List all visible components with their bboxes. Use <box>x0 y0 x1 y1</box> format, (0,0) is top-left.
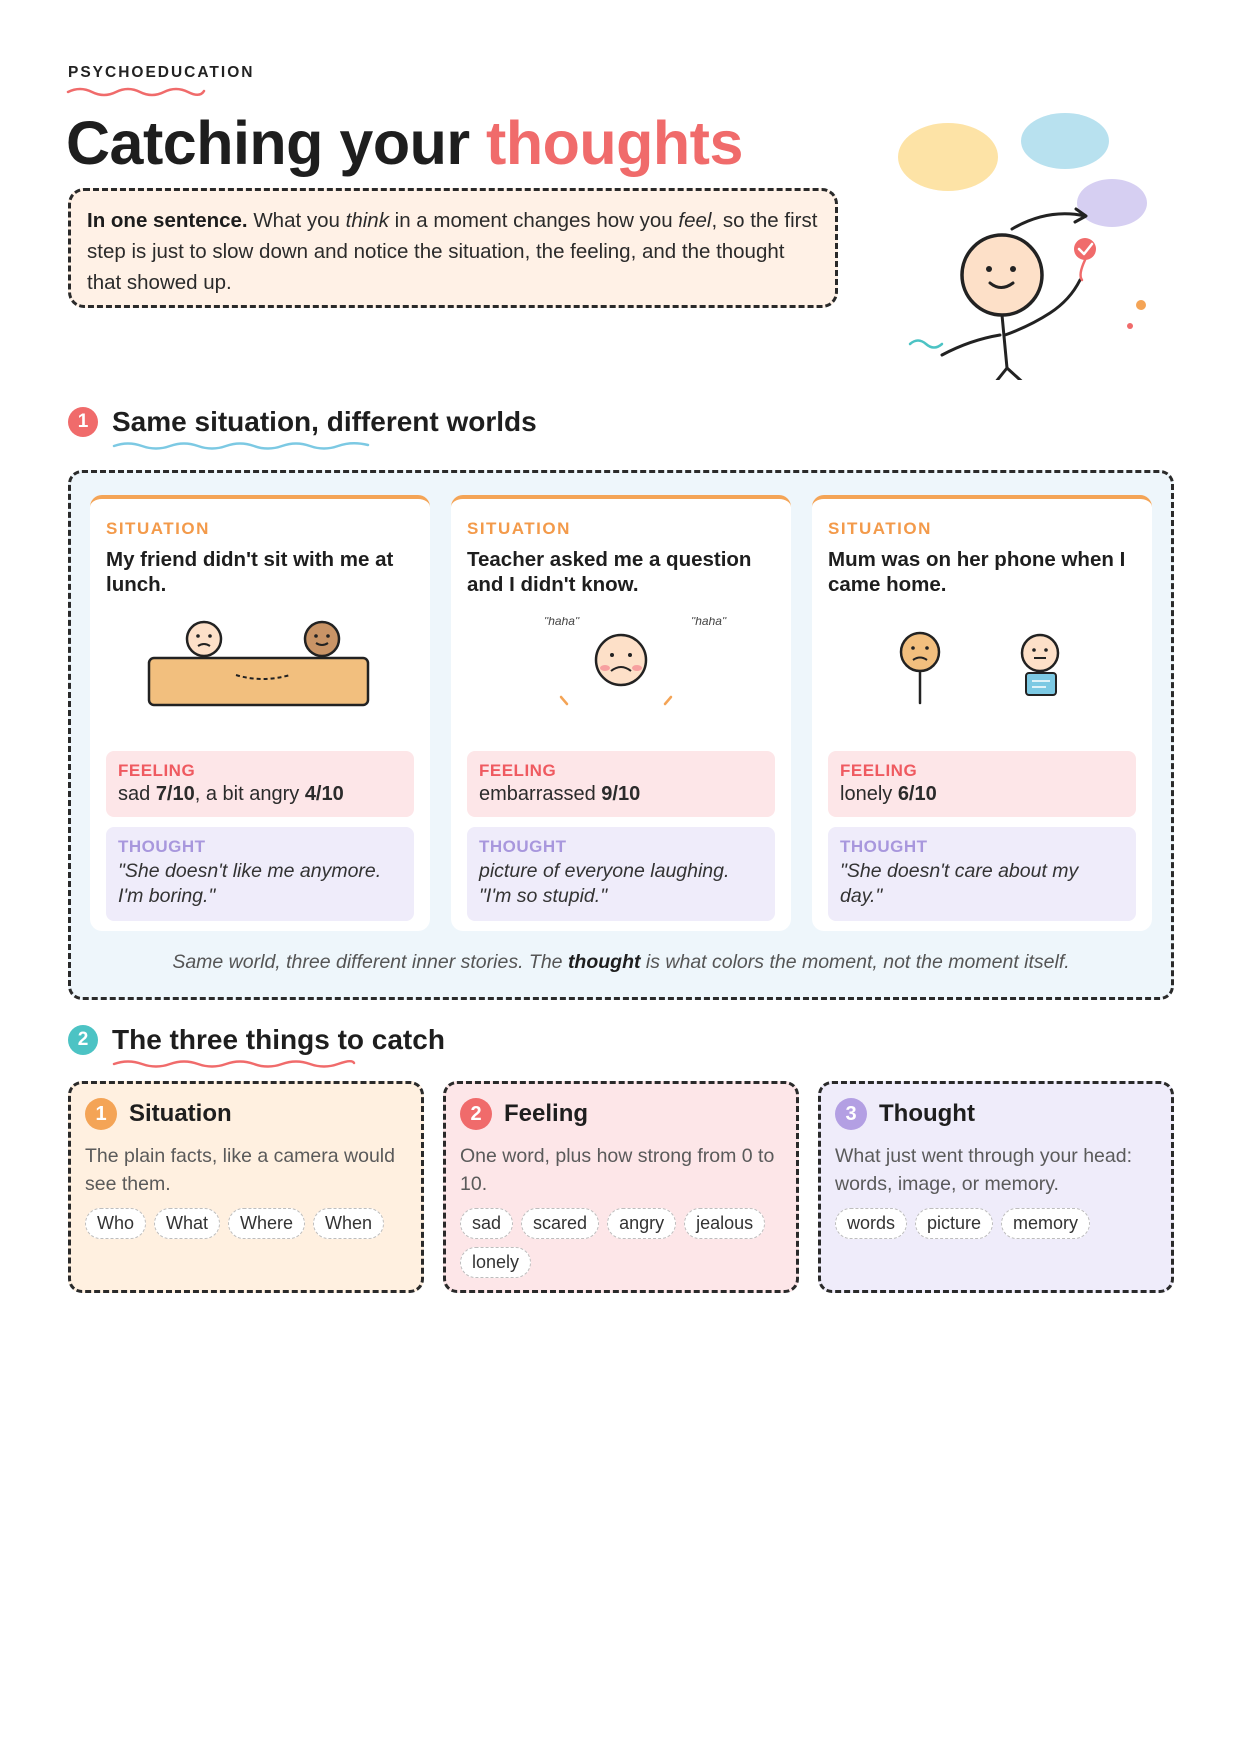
section-2-title: The three things to catch <box>112 1024 445 1055</box>
section-1-title: Same situation, different worlds <box>112 406 537 437</box>
feeling-word: lonely <box>840 783 898 805</box>
intro-text: , so the first step is just to slow down and notice the situation, the feeling, and the thought that showed up. <box>87 209 818 294</box>
mum-face-icon <box>1022 635 1058 671</box>
situation-text: Mum was on her phone when I came home. <box>828 548 1126 596</box>
situation-text: Teacher asked me a question and I didn't know. <box>467 548 752 596</box>
catch-box-thought <box>818 1081 1174 1293</box>
thought-label: THOUGHT <box>118 837 206 856</box>
worried-face-icon <box>187 622 221 656</box>
catch-box-situation <box>68 1081 424 1293</box>
feeling-label: FEELING <box>118 761 196 780</box>
feeling-text <box>840 783 1124 806</box>
box-description: The plain facts, like a camera would see them. <box>85 1145 395 1195</box>
section-2-number-badge: 2 <box>68 1025 98 1055</box>
chip: Who <box>85 1208 146 1239</box>
chip: What <box>154 1208 220 1239</box>
phone-icon <box>1026 673 1056 695</box>
feeling-box <box>828 751 1136 817</box>
situation-card <box>451 495 791 931</box>
thought-box <box>467 827 775 921</box>
box-title: Feeling <box>504 1100 589 1127</box>
thought-text: "She doesn't care about my day." <box>840 860 1079 907</box>
thought-bubble-purple <box>1077 179 1147 227</box>
title-accent: thoughts <box>486 109 743 177</box>
feeling-score: 7/10 <box>155 783 195 805</box>
chip: memory <box>1001 1208 1090 1239</box>
situation-label: SITUATION <box>106 519 210 538</box>
child-face-icon <box>901 633 939 671</box>
box-title: Thought <box>879 1100 975 1127</box>
home-phone-illustration <box>812 617 1152 737</box>
feeling-word: , a bit angry <box>194 783 305 805</box>
stick-figure-illustration <box>880 100 1170 380</box>
box-number-badge: 3 <box>835 1098 867 1130</box>
thought-box <box>106 827 414 921</box>
thought-bubble-yellow <box>898 123 998 191</box>
embarrassed-face-icon <box>596 635 646 685</box>
box-title: Situation <box>129 1100 232 1127</box>
caption-text: is what colors the moment, not the moment itself. <box>640 951 1070 973</box>
chip-list <box>460 1208 782 1278</box>
caption-text: Same world, three different inner stories. The <box>172 951 568 973</box>
situation-label: SITUATION <box>467 519 571 538</box>
laugh-text-left: "haha" <box>544 617 580 628</box>
intro-text: in a moment changes how you <box>388 209 679 232</box>
chip: sad <box>460 1208 513 1239</box>
box-number-badge: 2 <box>460 1098 492 1130</box>
chip: scared <box>521 1208 599 1239</box>
feeling-text <box>479 783 763 806</box>
eyebrow-squiggle <box>66 85 206 97</box>
catch-box-feeling <box>443 1081 799 1293</box>
feeling-box <box>106 751 414 817</box>
check-icon <box>1074 238 1096 260</box>
thought-text: picture of everyone laughing. "I'm so stupid." <box>479 860 730 907</box>
intro-text: What you <box>247 209 346 232</box>
feeling-box <box>467 751 775 817</box>
chip: Where <box>228 1208 305 1239</box>
thought-bubble-blue <box>1021 113 1109 169</box>
section-1-header <box>68 406 537 438</box>
stick-figure-head <box>962 235 1042 315</box>
intro-emphasis-think: think <box>345 209 389 232</box>
box-header <box>835 1098 1157 1130</box>
situations-panel <box>68 470 1174 1000</box>
classroom-illustration <box>451 617 791 737</box>
feeling-score: 6/10 <box>897 783 937 805</box>
feeling-text <box>118 783 402 806</box>
laugh-text-right: "haha" <box>691 617 727 628</box>
chip-list <box>85 1208 407 1239</box>
page-title <box>66 108 743 178</box>
panel-caption <box>71 951 1171 974</box>
section-1-number-badge: 1 <box>68 407 98 437</box>
feeling-label: FEELING <box>840 761 918 780</box>
title-main: Catching your <box>66 109 470 177</box>
box-number-badge: 1 <box>85 1098 117 1130</box>
feeling-word: embarrassed <box>479 783 602 805</box>
thought-label: THOUGHT <box>840 837 928 856</box>
box-description: One word, plus how strong from 0 to 10. <box>460 1145 775 1195</box>
chip: lonely <box>460 1247 531 1278</box>
feeling-label: FEELING <box>479 761 557 780</box>
lunch-table <box>149 658 368 705</box>
box-header <box>460 1098 782 1130</box>
section-2-header <box>68 1024 445 1056</box>
situation-card <box>812 495 1152 931</box>
section-2-squiggle <box>112 1058 357 1070</box>
feeling-word: sad <box>118 783 156 805</box>
chip: words <box>835 1208 907 1239</box>
feeling-score: 9/10 <box>601 783 641 805</box>
chip: jealous <box>684 1208 765 1239</box>
chip-list <box>835 1208 1157 1239</box>
feeling-score: 4/10 <box>304 783 344 805</box>
chip: angry <box>607 1208 676 1239</box>
section-1-squiggle <box>112 440 372 452</box>
chip: picture <box>915 1208 993 1239</box>
box-header <box>85 1098 407 1130</box>
situation-text: My friend didn't sit with me at lunch. <box>106 548 394 596</box>
caption-emphasis: thought <box>567 951 641 973</box>
intro-lead: In one sentence. <box>87 209 248 232</box>
situation-card <box>90 495 430 931</box>
chip: When <box>313 1208 384 1239</box>
thought-label: THOUGHT <box>479 837 567 856</box>
situation-label: SITUATION <box>828 519 932 538</box>
eyebrow-label: PSYCHOEDUCATION <box>68 64 255 81</box>
thought-box <box>828 827 1136 921</box>
lunch-table-illustration <box>90 617 430 737</box>
intro-summary-box <box>68 188 838 308</box>
friend-face-icon <box>305 622 339 656</box>
intro-emphasis-feel: feel <box>678 209 712 232</box>
thought-text: "She doesn't like me anymore. I'm boring." <box>118 860 382 907</box>
box-description: What just went through your head: words, image, or memory. <box>835 1145 1133 1195</box>
